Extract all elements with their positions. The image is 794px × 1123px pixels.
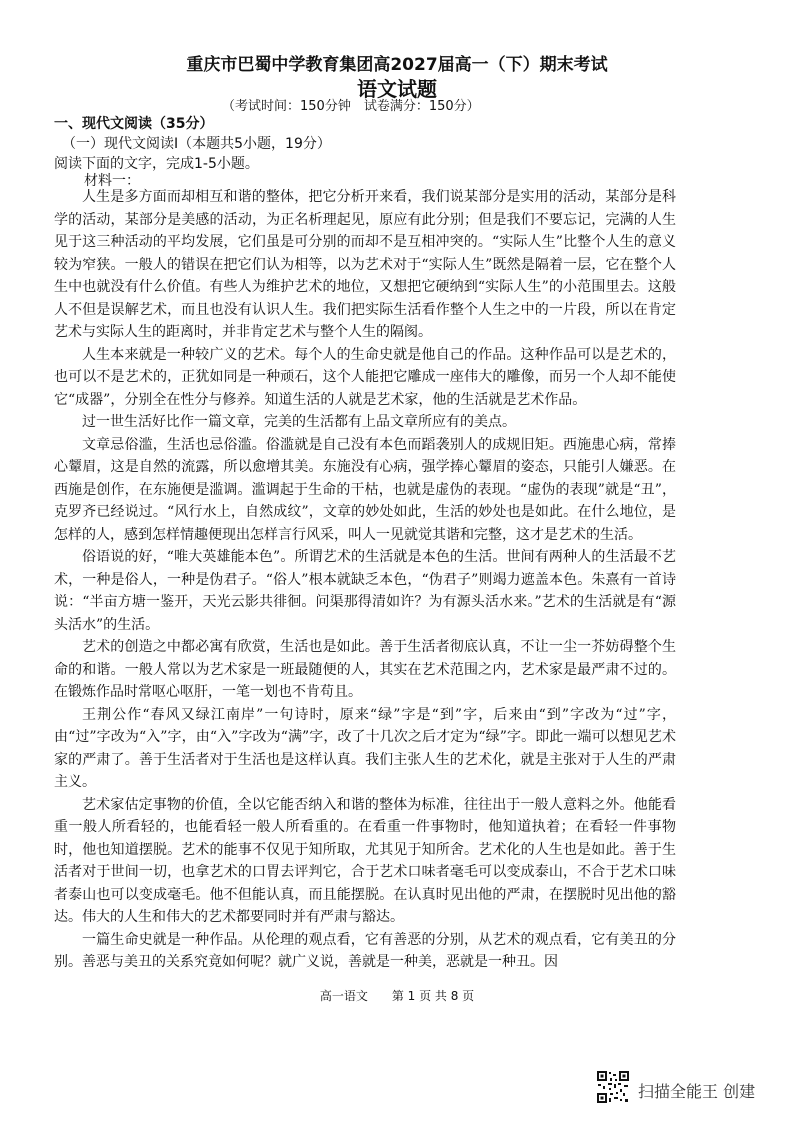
reading-passage xyxy=(54,186,676,974)
exam-title: 重庆市巴蜀中学教育集团高2027届高一（下）期末考试 xyxy=(186,55,608,75)
material-label: 材料一： xyxy=(84,173,140,189)
scanner-watermark: 扫描全能王 创建 xyxy=(638,1082,756,1101)
exam-subtitle: 语文试题 xyxy=(357,77,437,101)
section-subheading: （一）现代文阅读I（本题共5小题，19分） xyxy=(62,136,331,152)
passage-paragraph: 一篇生命史就是一种作品。从伦理的观点看，它有善恶的分别，从艺术的观点看，它有美丑的分别。善恶与美丑的关系究竟如何呢？就广义说，善就是一种美，恶就是一种丑。因 xyxy=(54,931,676,970)
passage-paragraph: 王荆公作“春风又绿江南岸”一句诗时，原来“绿”字是“到”字，后来由“到”字改为“过”字，由“过”字改为“入”字，由“入”字改为“满”字，改了十几次之后才定为“绿”字。即此一端可以想见艺术家的严肃了。善于生活者对于生活也是这样认真。我们主张人生的艺术化，就是主张对于人生的严肃主义。 xyxy=(54,706,676,790)
passage-paragraph: 艺术家估定事物的价值，全以它能否纳入和谐的整体为标准，往往出于一般人意料之外。他能看重一般人所看轻的，也能看轻一般人所看重的。在看重一件事物时，他知道执着；在看轻一件事物时，他也知道摆脱。艺术的能事不仅见于知所取，尤其见于知所舍。艺术化的人生也是如此。善于生活者对于世间一切，也拿艺术的口胃去评判它，合于艺术口味者毫毛可以变成泰山，不合于艺术口味者泰山也可以变成毫毛。他不但能认真，而且能摆脱。在认真时见出他的严肃，在摆脱时见出他的豁达。伟大的人生和伟大的艺术都要同时并有严肃与豁达。 xyxy=(54,796,676,925)
passage-paragraph: 俗语说的好，“唯大英雄能本色”。所谓艺术的生活就是本色的生活。世间有两种人的生活最不艺术，一种是俗人，一种是伪君子。“俗人”根本就缺乏本色，“伪君子”则竭力遮盖本色。朱熹有一首诗说：“半亩方塘一鉴开，天光云影共徘徊。问渠那得清如许？为有源头活水来。”艺术的生活就是有“源头活水”的生活。 xyxy=(54,549,676,633)
exam-info: （考试时间：150分钟 试卷满分：150分） xyxy=(222,99,480,114)
passage-paragraph: 人生是多方面而却相互和谐的整体，把它分析开来看，我们说某部分是实用的活动，某部分是科学的活动，某部分是美感的活动，为正名析理起见，原应有此分别；但是我们不要忘记，完满的人生见于这三种活动的平均发展，它们虽是可分别的而却不是互相冲突的。“实际人生”比整个人生的意义较为窄狭。一般人的错误在把它们认为相等，以为艺术对于“实际人生”既然是隔着一层，它在整个人生中也就没有什么价值。有些人为维护艺术的地位，又想把它硬纳到“实际人生”的小范围里去。这般人不但是误解艺术，而且也没有认识人生。我们把实际生活看作整个人生之中的一片段，所以在肯定艺术与实际人生的距离时，并非肯定艺术与整个人生的隔阂。 xyxy=(54,189,676,340)
qr-code-icon xyxy=(596,1070,630,1104)
reading-instruction: 阅读下面的文字，完成1-5小题。 xyxy=(54,156,259,172)
section-heading: 一、现代文阅读（35分） xyxy=(54,116,214,132)
passage-paragraph: 过一世生活好比作一篇文章，完美的生活都有上品文章所应有的美点。 xyxy=(82,414,516,430)
passage-paragraph: 文章忌俗滥，生活也忌俗滥。俗滥就是自己没有本色而蹈袭别人的成规旧矩。西施患心病，常捧心颦眉，这是自然的流露，所以愈增其美。东施没有心病，强学捧心颦眉的姿态，只能引人嫌恶。在西施是创作，在东施便是滥调。滥调起于生命的干枯，也就是虚伪的表现。“虚伪的表现”就是“丑”，克罗齐已经说过。“风行水上，自然成纹”，文章的妙处如此，生活的妙处也是如此。在什么地位，是怎样的人，感到怎样情趣便现出怎样言行风采，叫人一见就觉其谐和完整，这才是艺术的生活。 xyxy=(54,436,676,543)
passage-paragraph: 艺术的创造之中都必寓有欣赏，生活也是如此。善于生活者彻底认真，不让一尘一芥妨碍整个生命的和谐。一般人常以为艺术家是一班最随便的人，其实在艺术范围之内，艺术家是最严肃不过的。在锻炼作品时常呕心呕肝，一笔一划也不肯苟且。 xyxy=(54,639,676,700)
passage-paragraph: 人生本来就是一种较广义的艺术。每个人的生命史就是他自己的作品。这种作品可以是艺术的，也可以不是艺术的，正犹如同是一种顽石，这个人能把它雕成一座伟大的雕像，而另一个人却不能使它“成器”，分别全在性分与修养。知道生活的人就是艺术家，他的生活就是艺术作品。 xyxy=(54,346,676,408)
page-footer: 高一语文 第 1 页 共 8 页 xyxy=(319,989,475,1003)
